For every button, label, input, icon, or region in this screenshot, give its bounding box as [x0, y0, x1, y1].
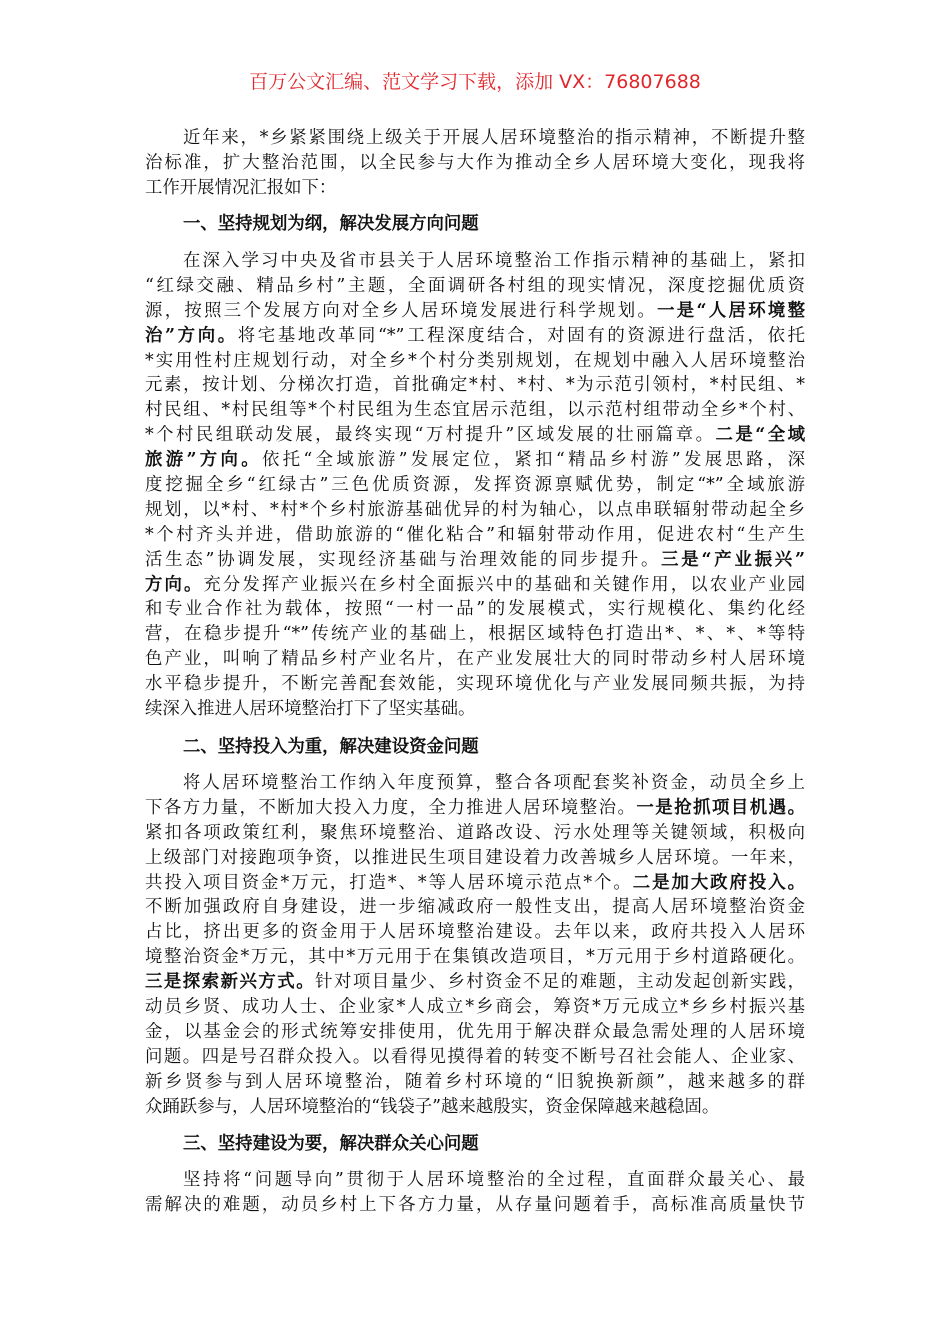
text-line [145, 448, 805, 473]
section-heading-text: 二、坚持投入为重，解决建设资金问题 [183, 737, 479, 757]
text-line [145, 423, 805, 448]
text-run: 度挖掘全乡“红绿古”三色优质资源，发挥资源禀赋优势，制定“*”全域旅游 [145, 475, 805, 496]
text-line [145, 672, 805, 697]
text-line [145, 324, 805, 349]
text-run: 占比，挤出更多的资金用于人居环境整治建设。去年以来，政府共投入人居环 [145, 922, 805, 943]
text-run: 治标准，扩大整治范围，以全民参与大作为推动全乡人居环境大变化，现我将 [145, 152, 805, 173]
text-line [145, 970, 805, 995]
text-run: 下各方力量，不断加大投入力度，全力推进人居环境整治。 [145, 797, 637, 818]
paragraph [145, 1168, 805, 1218]
text-line [145, 126, 805, 151]
text-run: 针对项目量少、乡村资金不足的难题，主动发起创新实践， [315, 972, 805, 993]
text-line [145, 1020, 805, 1045]
paragraph [145, 249, 805, 722]
text-run: 依托“全域旅游”发展定位，紧扣“精品乡村游”发展思路，深 [261, 450, 805, 471]
text-line [145, 398, 805, 423]
text-line [145, 1168, 805, 1193]
text-run: 续深入推进人居环境整治打下了坚实基础。 [145, 699, 476, 720]
text-line [145, 1070, 805, 1095]
text-run: 村民组、*村民组等*个村民组为生态宜居示范组，以示范村组带动全乡*个村、 [145, 400, 805, 421]
watermark-banner: 百万公文汇编、范文学习下载，添加 VX：76807688 [249, 71, 701, 93]
text-line [145, 151, 805, 176]
text-run: 源，按照三个发展方向对全乡人居环境发展进行科学规划。 [145, 300, 658, 321]
text-run: *个村齐头并进，借助旅游的“催化粘合”和辐射带动作用，促进农村“生产生 [145, 524, 805, 545]
text-run: 水平稳步提升，不断完善配套效能，实现环境优化与产业发展同频共振，为持 [145, 674, 805, 695]
text-line [145, 995, 805, 1020]
bold-phrase: 一是“人居环境整 [657, 300, 805, 321]
text-line [145, 871, 805, 896]
text-run: 不断加强政府自身建设，进一步缩减政府一般性支出，提高人居环境整治资金 [145, 897, 805, 918]
text-run: 坚持将“问题导向”贯彻于人居环境整治的全过程，直面群众最关心、最 [183, 1170, 805, 1190]
paragraph [145, 126, 805, 201]
text-run: 和专业合作社为载体，按照“一村一品”的发展模式，实行规模化、集约化经 [145, 599, 805, 620]
text-run: 紧扣各项政策红利，聚焦环境整治、道路改设、污水处理等关键领域，积极向 [145, 822, 805, 843]
text-line [145, 523, 805, 548]
text-run: 新乡贤参与到人居环境整治，随着乡村环境的“旧貌换新颜”，越来越多的群 [145, 1071, 805, 1092]
text-line [145, 945, 805, 970]
text-run: 将人居环境整治工作纳入年度预算，整合各项配套奖补资金，动员全乡上 [183, 773, 805, 793]
section-heading [145, 735, 805, 760]
text-line [145, 548, 805, 573]
text-run: 需解决的难题，动员乡村上下各方力量，从存量问题着手，高标准高质量快节 [145, 1194, 805, 1215]
text-line [145, 1095, 805, 1120]
text-line [145, 895, 805, 920]
text-run: 元素，按计划、分梯次打造，首批确定*村、*村、*为示范引领村，*村民组、* [145, 375, 805, 396]
text-line [145, 771, 805, 796]
bold-phrase: 旅游”方向。 [145, 450, 262, 471]
text-line [145, 821, 805, 846]
text-line [145, 349, 805, 374]
bold-phrase: 方向。 [145, 574, 204, 595]
text-run: 充分发挥产业振兴在乡村全面振兴中的基础和关键作用，以农业产业园 [203, 574, 805, 595]
text-run: 上级部门对接跑项争资，以推进民生项目建设着力改善城乡人居环境。一年来， [145, 847, 805, 868]
text-line [145, 176, 805, 201]
text-line [145, 846, 805, 871]
text-run: 营，在稳步提升“*”传统产业的基础上，根据区域特色打造出*、*、*、*等特 [145, 624, 805, 645]
text-run: *个村民组联动发展，最终实现“万村提升”区域发展的壮丽篇章。 [145, 425, 716, 446]
text-line [145, 473, 805, 498]
text-line [145, 573, 805, 598]
text-run: 规划，以*村、*村*个乡村旅游基础优异的村为轴心，以点串联辐射带动起全乡 [145, 499, 805, 520]
bold-phrase: 三是“产业振兴” [661, 549, 805, 570]
bold-phrase: 三是探索新兴方式。 [145, 972, 316, 993]
bold-phrase: 二是“全域 [715, 425, 805, 446]
text-run: 色产业，叫响了精品乡村产业名片，在产业发展壮大的同时带动乡村人居环境 [145, 649, 805, 670]
text-line [145, 274, 805, 299]
text-run: 金，以基金会的形式统筹安排使用，优先用于解决群众最急需处理的人居环境 [145, 1021, 805, 1042]
text-run: 境整治资金*万元，其中*万元用于在集镇改造项目，*万元用于乡村道路硬化。 [145, 947, 805, 968]
text-line [145, 1045, 805, 1070]
text-line [145, 498, 805, 523]
text-run: 工作开展情况汇报如下： [145, 177, 337, 198]
text-run: 在深入学习中央及省市县关于人居环境整治工作指示精神的基础上，紧扣 [183, 251, 805, 271]
paragraph [145, 771, 805, 1119]
text-run: “红绿交融、精品乡村”主题，全面调研各村组的现实情况，深度挖掘优质资 [145, 275, 805, 296]
bold-phrase: 治”方向。 [145, 325, 238, 346]
text-line [145, 249, 805, 274]
text-line [145, 299, 805, 324]
text-line [145, 622, 805, 647]
text-run: 共投入项目资金*万元，打造*、*等人居环境示范点*个。 [145, 872, 633, 893]
text-line [145, 647, 805, 672]
section-heading-text: 一、坚持规划为纲，解决发展方向问题 [183, 214, 479, 234]
section-heading [145, 212, 805, 237]
bold-phrase: 二是加大政府投入。 [632, 872, 805, 893]
text-run: 动员乡贤、成功人士、企业家*人成立*乡商会，筹资*万元成立*乡乡村振兴基 [145, 997, 805, 1018]
text-line [145, 373, 805, 398]
section-heading [145, 1132, 805, 1157]
text-run: 将宅基地改革同“*”工程深度结合，对固有的资源进行盘活，依托 [237, 325, 805, 346]
text-line [145, 1193, 805, 1218]
text-line [145, 796, 805, 821]
text-run: 活生态”协调发展，实现经济基础与治理效能的同步提升。 [145, 549, 662, 570]
text-run: 问题。四是号召群众投入。以看得见摸得着的转变不断号召社会能人、企业家、 [145, 1046, 805, 1067]
text-run: *实用性村庄规划行动，对全乡*个村分类别规划，在规划中融入人居环境整治 [145, 350, 805, 371]
text-run: 近年来，*乡紧紧围绕上级关于开展人居环境整治的指示精神，不断提升整 [183, 128, 805, 148]
text-line [145, 920, 805, 945]
text-run: 众踊跃参与，人居环境整治的“钱袋子”越来越殷实，资金保障越来越稳固。 [145, 1096, 720, 1117]
section-heading-text: 三、坚持建设为要，解决群众关心问题 [183, 1134, 479, 1154]
text-line [145, 597, 805, 622]
bold-phrase: 一是抢抓项目机遇。 [636, 797, 805, 818]
text-line [145, 697, 805, 722]
